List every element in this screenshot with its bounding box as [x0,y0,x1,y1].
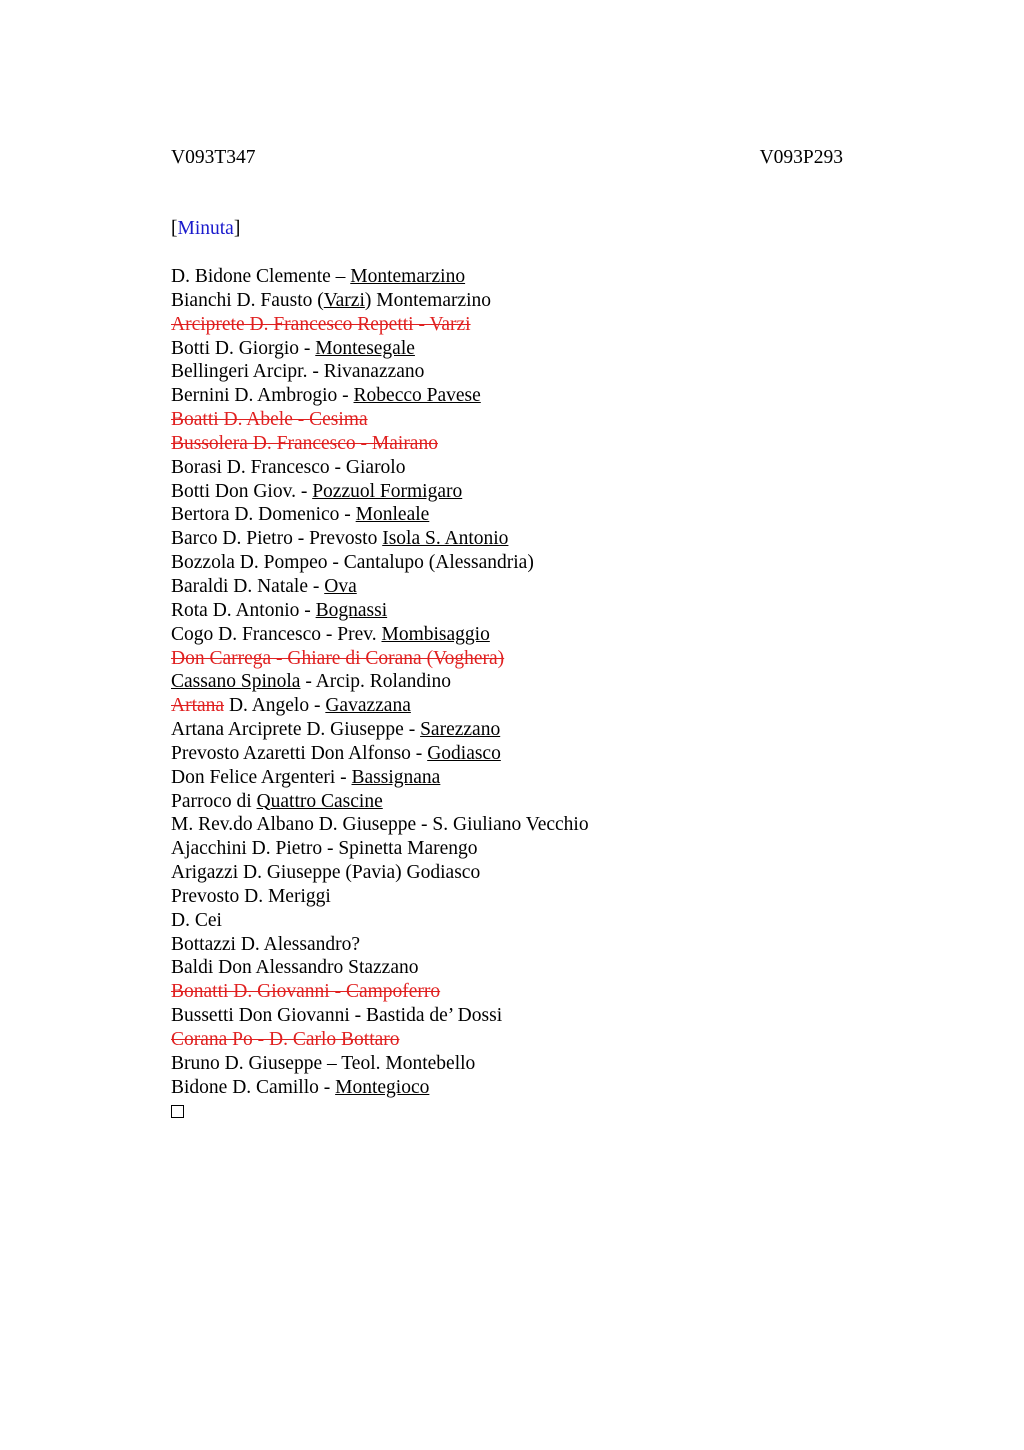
struck-text: Bonatti D. Giovanni - Campoferro [171,981,441,1003]
entry-text: Bruno D. Giuseppe – Teol. Montebello [171,1052,476,1074]
entry-text: D. Angelo - [224,695,326,717]
entry-text: D. Cei [171,909,222,931]
empty-square-icon [171,1105,184,1118]
entry-text: Prevosto Azaretti Don Alfonso - [171,742,428,764]
underlined-place: Quattro Cascine [256,790,383,812]
entry-text: Rota D. Antonio - [171,599,316,621]
list-item [171,980,589,1004]
list-item [171,766,589,790]
list-item [171,289,589,313]
list-item [171,790,589,814]
list-item [171,432,589,456]
entry-text: Botti Don Giov. - [171,480,313,502]
document-code-left: V093T347 [171,147,256,168]
list-item [171,694,589,718]
entry-text: Bidone D. Camillo - [171,1076,336,1098]
entry-text: Arigazzi D. Giuseppe (Pavia) Godiasco [171,862,481,884]
entry-text: D. Bidone Clemente – [171,266,351,287]
underlined-place: Montesegale [315,337,415,359]
underlined-place: Cassano Spinola [171,671,301,693]
list-item [171,670,589,694]
document-code-right: V093P293 [759,147,843,168]
struck-text: Arciprete D. Francesco Repetti - Varzi [171,313,471,335]
entry-text: Barco D. Pietro - Prevosto [171,528,383,550]
underlined-place: Ova [324,575,357,597]
list-item [171,647,589,671]
list-item [171,384,589,408]
entry-text: - Arcip. Rolandino [300,671,452,693]
underlined-place: Sarezzano [420,719,501,741]
list-item [171,1052,589,1076]
struck-text: Bussolera D. Francesco - Mairano [171,432,438,454]
list-item [171,599,589,623]
entry-text: Artana Arciprete D. Giuseppe - [171,719,421,741]
entry-text: Botti D. Giorgio - [171,337,316,359]
entry-text: Baraldi D. Natale - [171,575,325,597]
list-item [171,1004,589,1028]
entry-text: Cogo D. Francesco - Prev. [171,623,382,645]
entry-text: Bussetti Don Giovanni - Bastida de’ Dossi [171,1005,503,1027]
underlined-place: Gavazzana [325,695,411,717]
entry-text: Ajacchini D. Pietro - Spinetta Marengo [171,838,478,860]
entry-text: ) Montemarzino [364,289,492,311]
minuta-note [171,217,240,241]
underlined-place: Bassignana [351,766,441,788]
struck-text: Corana Po - D. Carlo Bottaro [171,1029,400,1050]
underlined-place: Pozzuol Formigaro [312,480,463,502]
list-item [171,265,589,289]
entry-text: Borasi D. Francesco - Giarolo [171,456,406,478]
underlined-place: Godiasco [427,742,501,764]
bracket-close: ] [233,218,241,239]
entry-text: Bellingeri Arcipr. - Rivanazzano [171,361,425,383]
list-item [171,313,589,337]
list-item [171,813,589,837]
struck-text: Don Carrega - Ghiare di Corana (Voghera) [171,647,505,669]
list-item [171,861,589,885]
underlined-place: Mombisaggio [381,623,490,645]
entry-text: Bertora D. Domenico - [171,504,356,526]
struck-text: Cesima [309,409,368,431]
list-item [171,837,589,861]
entry-text: Parroco di [171,790,257,812]
list-item [171,551,589,575]
entry-text: Bottazzi D. Alessandro? [171,933,360,955]
list-item [171,885,589,909]
underlined-place: Bognassi [315,599,388,621]
entry-text: M. Rev.do Albano D. Giuseppe - S. Giuliano Vecchio [171,814,589,836]
list-item [171,456,589,480]
bracket-open: [ [171,218,178,239]
clergy-list [171,265,589,1118]
list-item [171,956,589,980]
list-item [171,1028,589,1052]
list-item [171,408,589,432]
underlined-place: Isola S. Antonio [382,528,509,550]
list-item [171,742,589,766]
entry-text: Bernini D. Ambrogio - [171,385,354,407]
underlined-place: Montemarzino [350,266,466,287]
entry-text: Bozzola D. Pompeo - Cantalupo (Alessandria) [171,552,534,574]
underlined-place: Monleale [355,504,430,526]
entry-text: Don Felice Argenteri - [171,766,352,788]
list-item [171,337,589,361]
list-item [171,933,589,957]
underlined-place: Varzi [323,289,365,311]
struck-text: Artana [171,695,225,717]
underlined-place: Robecco Pavese [353,385,481,407]
list-item [171,1076,589,1100]
entry-text: Baldi Don Alessandro Stazzano [171,957,419,979]
list-item [171,623,589,647]
list-item [171,480,589,504]
list-item [171,575,589,599]
struck-text: Boatti D. Abele - [171,409,310,431]
list-item [171,718,589,742]
list-item [171,909,589,933]
list-item [171,360,589,384]
underlined-place: Montegioco [335,1076,430,1098]
entry-text: Prevosto D. Meriggi [171,885,331,907]
minuta-label: Minuta [177,218,234,239]
list-item [171,527,589,551]
entry-text: Bianchi D. Fausto ( [171,289,324,311]
list-item [171,503,589,527]
